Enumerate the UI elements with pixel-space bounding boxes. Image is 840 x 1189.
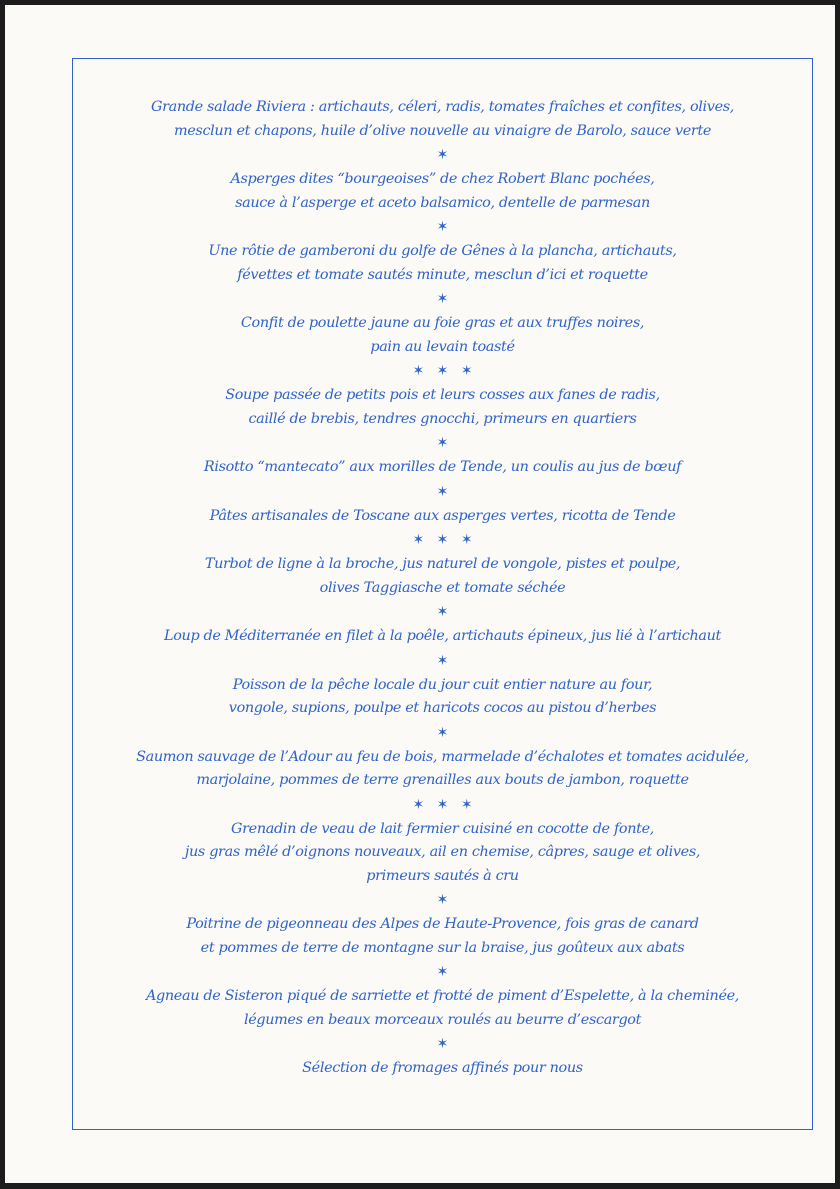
menu-card (5, 5, 835, 1183)
course-line: et pommes de terre de montagne sur la braise, jus goûteux aux abats (200, 939, 685, 956)
menu-course (73, 168, 812, 215)
menu-course (73, 746, 812, 793)
course-line: Une rôtie de gamberoni du golfe de Gênes à la plancha, artichauts, (208, 243, 677, 259)
asterisk-separator-icon: ✶ (436, 219, 453, 235)
course-line: marjolaine, pommes de terre grenailles aux bouts de jambon, roquette (196, 772, 689, 788)
course-line: Soupe passée de petits pois et leurs cosses aux fanes de radis, (225, 387, 660, 403)
menu-course (73, 985, 812, 1032)
menu-course (73, 96, 812, 143)
menu-course (73, 456, 812, 480)
asterisk-separator-icon: ✶ (436, 147, 453, 163)
course-line: févettes et tomate sautés minute, mesclun d’ici et roquette (237, 266, 648, 283)
course-line: Agneau de Sisteron piqué de sarriette et frotté de piment d’Espelette, à la cheminée, (145, 988, 740, 1004)
course-line: Risotto “mantecato” aux morilles de Tende, un coulis au jus de bœuf (203, 459, 682, 475)
course-line: pain au levain toasté (370, 338, 515, 355)
menu-course (73, 505, 812, 529)
course-line: Pâtes artisanales de Toscane aux asperges vertes, ricotta de Tende (209, 507, 676, 524)
asterisk-separator-icon: ✶ (436, 892, 453, 908)
course-line: Grenadin de veau de lait fermier cuisiné en cocotte de fonte, (231, 820, 654, 837)
asterisk-separator-icon: ✶ (436, 291, 453, 307)
course-line: Loup de Méditerranée en filet à la poêle, artichauts épineux, jus lié à l’artichaut (164, 628, 721, 644)
course-line: sauce à l’asperge et aceto balsamico, dentelle de parmesan (235, 194, 650, 211)
asterisk-separator-icon: ✶ (436, 483, 453, 500)
asterisk-separator-icon: ✶ (436, 652, 453, 669)
course-line: Poisson de la pêche locale du jour cuit entier nature au four, (232, 676, 653, 693)
asterisk-separator-icon: ✶ ✶ ✶ (412, 532, 477, 548)
course-line: Confit de poulette jaune au foie gras et aux truffes noires, (240, 315, 645, 331)
asterisk-separator-icon: ✶ (436, 604, 453, 620)
course-line: Asperges dites “bourgeoises” de chez Robert Blanc pochées, (230, 171, 655, 187)
menu-course (73, 913, 812, 960)
course-line: Poitrine de pigeonneau des Alpes de Haute-Provence, fois gras de canard (186, 916, 699, 932)
menu-course (73, 553, 812, 600)
course-line: vongole, supions, poulpe et haricots cocos au pistou d’herbes (228, 700, 657, 716)
asterisk-separator-icon: ✶ ✶ ✶ (412, 796, 477, 813)
menu-course (73, 625, 812, 649)
asterisk-separator-icon: ✶ ✶ ✶ (412, 363, 477, 379)
course-line: olives Taggiasche et tomate séchée (319, 579, 566, 596)
asterisk-separator-icon: ✶ (436, 1036, 453, 1052)
menu-course (73, 818, 812, 889)
asterisk-separator-icon: ✶ (436, 964, 453, 980)
course-line: légumes en beaux morceaux roulés au beurre d’escargot (243, 1011, 642, 1028)
course-line: primeurs sautés à cru (366, 867, 519, 884)
asterisk-separator-icon: ✶ (436, 724, 453, 741)
asterisk-separator-icon: ✶ (436, 435, 453, 451)
menu-course (73, 1057, 812, 1081)
menu-course (73, 674, 812, 721)
menu-border-frame (72, 58, 813, 1130)
menu-list (73, 96, 812, 1081)
course-line: caillé de brebis, tendres gnocchi, primeurs en quartiers (248, 410, 637, 427)
menu-course (73, 384, 812, 431)
course-line: Saumon sauvage de l’Adour au feu de bois, marmelade d’échalotes et tomates acidulée, (136, 748, 749, 765)
menu-course (73, 240, 812, 287)
course-line: Grande salade Riviera : artichauts, céleri, radis, tomates fraîches et confites, olives, (150, 99, 734, 115)
course-line: jus gras mêlé d’oignons nouveaux, ail en chemise, câpres, sauge et olives, (184, 844, 701, 860)
course-line: mesclun et chapons, huile d’olive nouvelle au vinaigre de Barolo, sauce verte (173, 122, 712, 139)
course-line: Sélection de fromages affinés pour nous (302, 1060, 583, 1076)
menu-course (73, 312, 812, 359)
course-line: Turbot de ligne à la broche, jus naturel de vongole, pistes et poulpe, (204, 556, 681, 572)
